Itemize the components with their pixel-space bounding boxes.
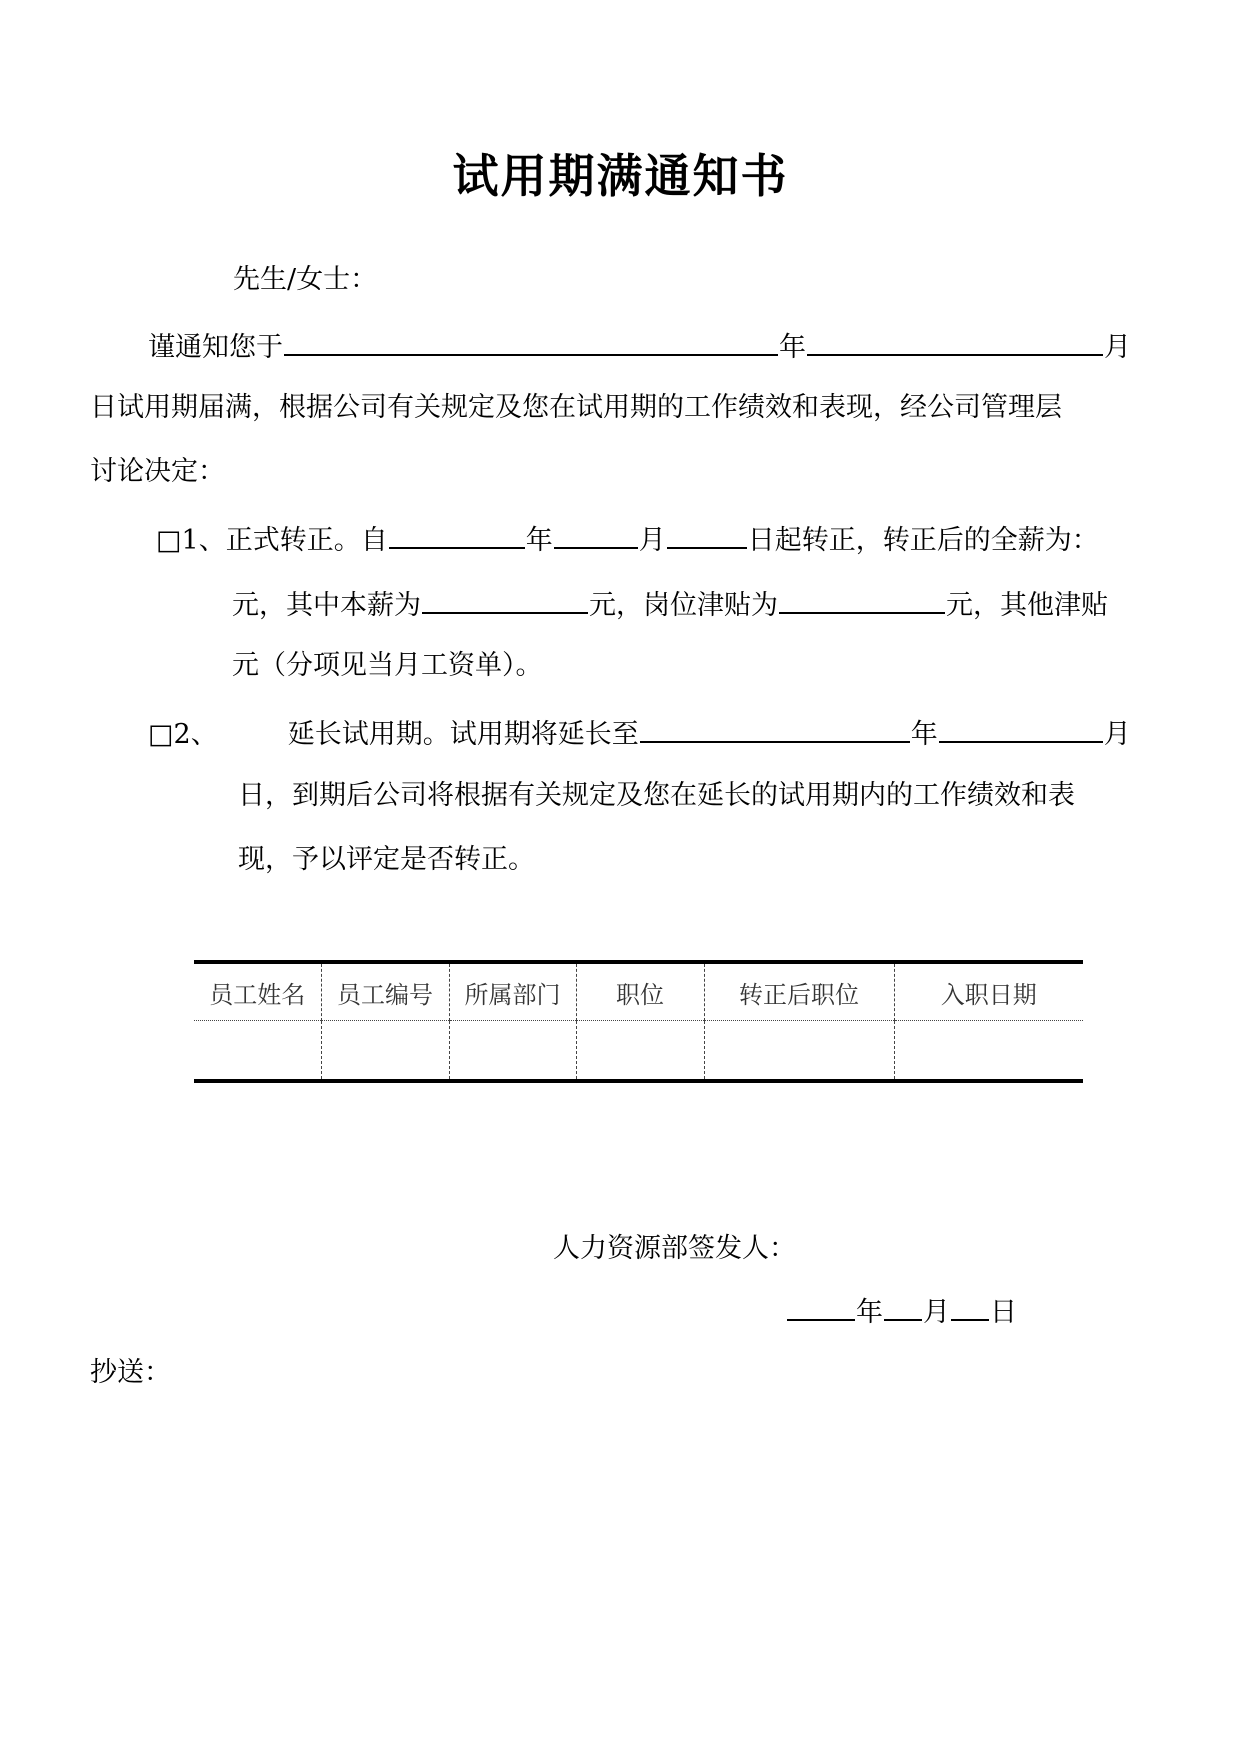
- option1-month-blank[interactable]: [554, 519, 638, 549]
- header-position-after-confirmation: 转正后职位: [704, 962, 894, 1021]
- header-hire-date: 入职日期: [894, 962, 1083, 1021]
- header-employee-name: 员工姓名: [194, 962, 321, 1021]
- cell-position[interactable]: [576, 1021, 704, 1082]
- notice-year-label: 年: [779, 332, 806, 363]
- option1-line-1: [156, 519, 1099, 559]
- option1-post-allowance-label: 元，岗位津贴为: [589, 590, 778, 621]
- option2-month-blank[interactable]: [939, 713, 1103, 743]
- notice-line-2: 日试用期届满，根据公司有关规定及您在试用期的工作绩效和表现，经公司管理层: [90, 392, 1062, 423]
- option1-year-label: 年: [525, 525, 553, 556]
- cell-position-after-confirmation[interactable]: [704, 1021, 894, 1082]
- option2-year-blank[interactable]: [640, 713, 910, 743]
- option2-line-2: 日，到期后公司将根据有关规定及您在延长的试用期内的工作绩效和表: [238, 780, 1075, 811]
- signature-month-label: 月: [923, 1297, 950, 1328]
- option2-text: 延长试用期。试用期将延长至: [287, 719, 639, 750]
- document-title: 试用期满通知书: [452, 149, 789, 203]
- option1-line-2: [232, 584, 1108, 624]
- notice-month-blank[interactable]: [807, 326, 1103, 356]
- option2-line-1: [148, 713, 1131, 753]
- notice-intro: 谨通知您于: [148, 332, 283, 363]
- option1-year-blank[interactable]: [389, 519, 525, 549]
- option2-month-label: 月: [1103, 719, 1131, 750]
- signature-year-blank[interactable]: [787, 1291, 855, 1321]
- cell-employee-id[interactable]: [321, 1021, 449, 1082]
- option1-prefix: □1、正式转正。自: [156, 525, 388, 556]
- option2-year-label: 年: [910, 719, 938, 750]
- table-row: [194, 1021, 1083, 1082]
- salutation: 先生/女士：: [233, 264, 378, 295]
- option1-line-3: 元（分项见当月工资单）。: [232, 650, 543, 681]
- header-position: 职位: [576, 962, 704, 1021]
- table-header-row: [194, 962, 1083, 1021]
- option1-month-label: 月: [638, 525, 666, 556]
- signature-year-label: 年: [856, 1297, 883, 1328]
- notice-line-3: 讨论决定：: [90, 456, 225, 487]
- header-department: 所属部门: [449, 962, 576, 1021]
- option2-prefix: □2、: [148, 719, 218, 750]
- signature-day-label: 日: [990, 1297, 1017, 1328]
- option2-line-3: 现，予以评定是否转正。: [238, 844, 535, 875]
- signature-date: [786, 1290, 1017, 1329]
- signature-day-blank[interactable]: [951, 1291, 989, 1321]
- option1-base-pay-blank[interactable]: [422, 584, 588, 614]
- option1-full-pay-unit: 元，其中本薪为: [232, 590, 421, 621]
- cell-department[interactable]: [449, 1021, 576, 1082]
- option1-post-allowance-blank[interactable]: [779, 584, 945, 614]
- notice-line-1: [148, 326, 1131, 366]
- option1-other-allowance-label: 元，其他津贴: [946, 590, 1108, 621]
- cell-hire-date[interactable]: [894, 1021, 1083, 1082]
- notice-year-blank[interactable]: [284, 326, 778, 356]
- cell-employee-name[interactable]: [194, 1021, 321, 1082]
- header-employee-id: 员工编号: [321, 962, 449, 1021]
- hr-issuer-label: 人力资源部签发人：: [553, 1233, 796, 1264]
- option1-suffix: 日起转正，转正后的全薪为：: [747, 525, 1099, 556]
- notice-month-label: 月: [1104, 332, 1131, 363]
- employee-info-table: [194, 960, 1083, 1083]
- option1-day-blank[interactable]: [667, 519, 747, 549]
- signature-month-blank[interactable]: [884, 1291, 922, 1321]
- cc-label: 抄送：: [90, 1357, 171, 1388]
